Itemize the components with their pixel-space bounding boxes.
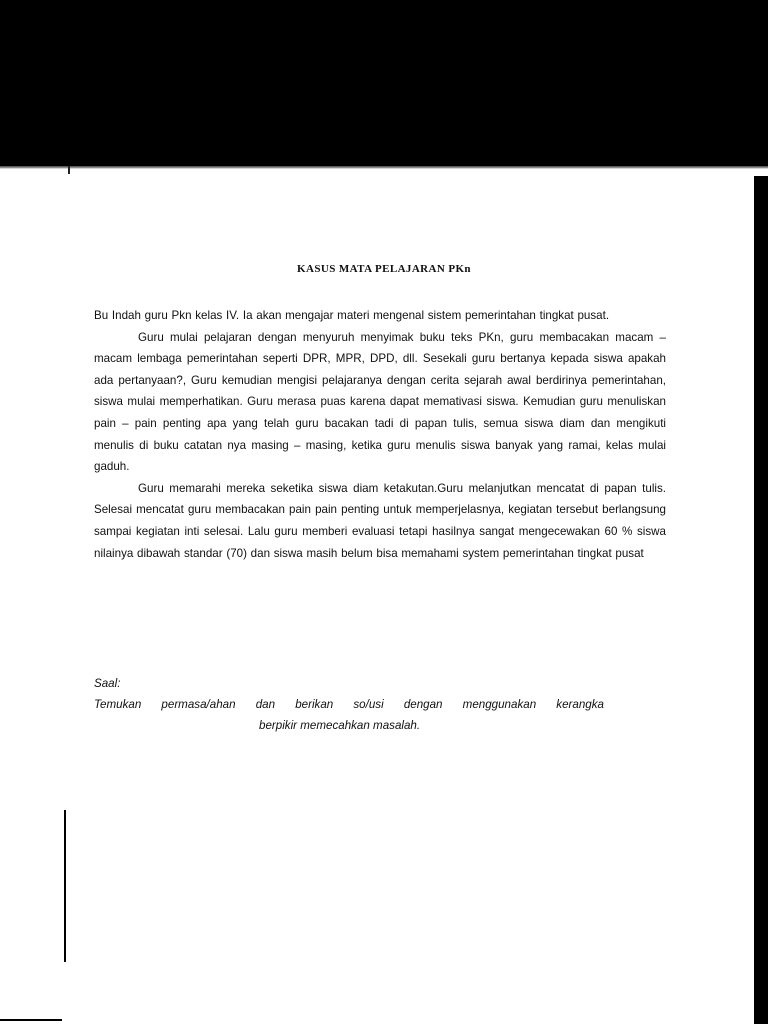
- scan-left-rule: [64, 810, 66, 962]
- paragraph-intro: Bu Indah guru Pkn kelas IV. Ia akan mengajar materi mengenal sistem pemerintahan tingkat pusat.: [94, 309, 610, 322]
- assignment-label: Saal:: [94, 677, 121, 690]
- paragraph-evaluation: Guru memarahi mereka seketika siswa diam ketakutan.Guru melanjutkan mencatat di papan tulis. Selesai mencatat guru membacakan pain pain penting untuk memperjelasnya, kegiatan tersebut berlangsung sampai kegiatan inti selesai. Lalu guru memberi evaluasi tetapi hasilnya sangat mengecewakan 60 % siswa nilainya dibawah standar (70) dan siswa masih belum bisa memahami system pemerintahan tingkat pusat: [94, 481, 666, 560]
- paragraph-lesson: Guru mulai pelajaran dengan menyuruh menyimak buku teks PKn, guru membacakan macam – macam lembaga pemerintahan seperti DPR, MPR, DPD, dll. Sesekali guru bertanya kepada siswa apakah ada pertanyaan?, Guru kemudian mengisi pelajaranya dengan cerita sejarah awal berdirinya pemerintahan, siswa mulai memperhatikan. Guru merasa puas karena dapat memativasi siswa. Kemudian guru menuliskan pain – pain penting apa yang telah guru bacakan tadi di papan tulis, semua siswa diam dan mengikuti menulis di buku catatan nya masing – masing, ketika guru menulis siswa banyak yang ramai, kelas mulai gaduh.: [94, 330, 666, 474]
- redacted-header-band: [0, 0, 768, 166]
- header-band-edge: [0, 166, 768, 169]
- scan-right-edge: [754, 176, 768, 1024]
- assignment-line-2: berpikir memecahkan masalah.: [259, 719, 421, 732]
- document-title: KASUS MATA PELAJARAN PKn: [297, 263, 471, 275]
- assignment-line-1: Temukan permasa/ahan dan berikan so/usi dengan menggunakan kerangka: [94, 698, 604, 711]
- scan-corner-mark: [68, 166, 70, 174]
- assignment-block: [94, 673, 666, 736]
- scan-bottom-rule: [0, 1019, 62, 1021]
- case-body: [94, 305, 666, 564]
